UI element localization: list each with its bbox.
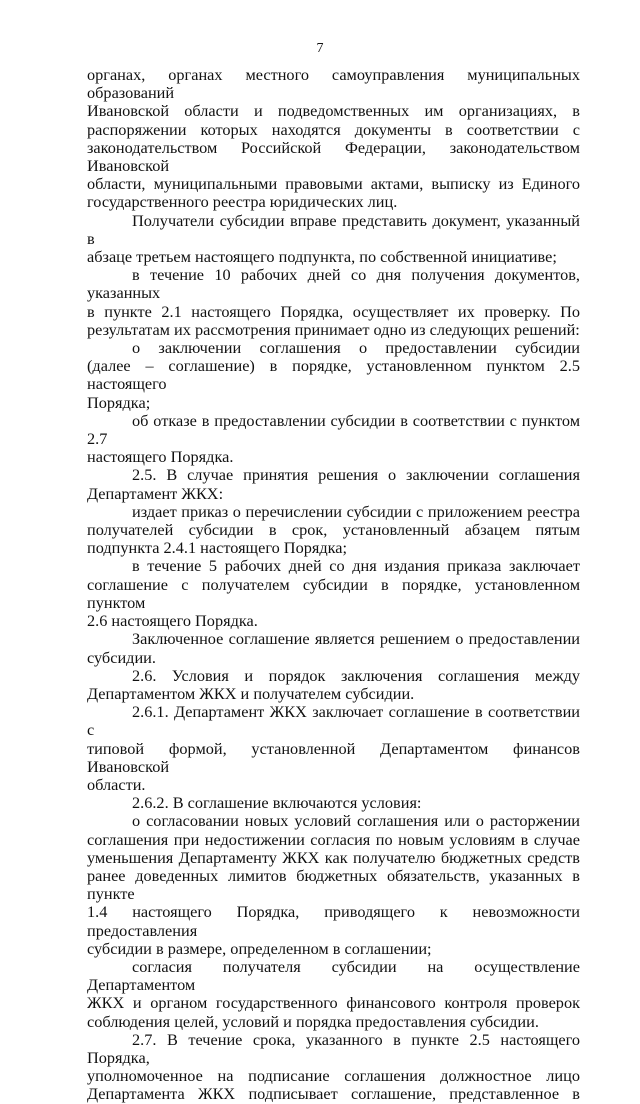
text-line: Департаментом ЖКХ и получателем субсидии. bbox=[87, 683, 415, 703]
text-line: уполномоченное на подписание соглашения должностное лицо bbox=[87, 1066, 580, 1086]
text-line: подпункта 2.4.1 настоящего Порядка; bbox=[87, 538, 348, 558]
paragraph-consent bbox=[87, 958, 580, 1031]
text-line: соблюдения целей, условий и порядка предоставления субсидии. bbox=[87, 1011, 539, 1031]
paragraph-conclusion bbox=[87, 339, 580, 412]
text-line: 2.6.1. Департамент ЖКХ заключает соглашение в соответствии с bbox=[87, 702, 580, 740]
text-line: абзаце третьем настоящего подпункта, по собственной инициативе; bbox=[87, 247, 557, 267]
paragraph-refusal bbox=[87, 412, 580, 467]
paragraph-2-6-2 bbox=[87, 794, 580, 812]
text-line: области. bbox=[87, 774, 146, 794]
paragraph-concluded bbox=[87, 630, 580, 666]
text-line: о заключении соглашения о предоставлении субсидии bbox=[132, 338, 580, 358]
text-line: издает приказ о перечислении субсидии с приложением реестра bbox=[132, 501, 580, 521]
text-line: распоряжении которых находятся документы в соответствии с bbox=[87, 119, 580, 139]
text-line: 2.6. Условия и порядок заключения соглашения между bbox=[132, 665, 580, 685]
text-line: Получатели субсидии вправе представить документ, указанный в bbox=[87, 210, 580, 248]
text-line: государственного реестра юридических лиц. bbox=[87, 192, 398, 212]
text-line: согласия получателя субсидии на осуществление Департаментом bbox=[87, 956, 580, 995]
text-line: об отказе в предоставлении субсидии в соответствии с пунктом 2.7 bbox=[87, 410, 580, 449]
text-line: Ивановской области и подведомственных им организациях, в bbox=[87, 101, 580, 121]
text-line: соглашения при недостижении согласия по новым условиям в случае bbox=[87, 829, 580, 849]
text-line: 1.4 настоящего Порядка, приводящего к невозможности предоставления bbox=[87, 902, 580, 940]
text-line: 2.6.2. В соглашение включаются условия: bbox=[132, 793, 422, 813]
text-line: законодательством Российской Федерации, законодательством Ивановской bbox=[87, 137, 580, 176]
paragraph-recipients-right bbox=[87, 212, 580, 267]
paragraph-order bbox=[87, 503, 580, 558]
text-line: результатам их рассмотрения принимает одно из следующих решений: bbox=[87, 319, 580, 339]
text-line: субсидии. bbox=[87, 647, 156, 667]
text-line: ранее доведенных лимитов бюджетных обязательств, указанных в пункте bbox=[87, 865, 580, 904]
text-line: типовой формой, установленной Департаментом финансов Ивановской bbox=[87, 738, 580, 776]
text-line: Департамента ЖКХ подписывает соглашение, представленное в bbox=[87, 1084, 580, 1104]
paragraph-2-5 bbox=[87, 466, 580, 502]
text-line: в пункте 2.1 настоящего Порядка, осуществляет их проверку. По bbox=[87, 301, 580, 321]
text-line: (далее – соглашение) в порядке, установленном пунктом 2.5 настоящего bbox=[87, 356, 580, 394]
text-line: о согласовании новых условий соглашения или о расторжении bbox=[132, 811, 580, 831]
text-line: настоящего Порядка. bbox=[87, 447, 234, 467]
text-line: получателей субсидии в срок, установленный абзацем пятым bbox=[87, 520, 580, 540]
paragraph-2-7 bbox=[87, 1031, 580, 1104]
paragraph-2-6 bbox=[87, 667, 580, 703]
paragraph-2-6-1 bbox=[87, 703, 580, 794]
text-line: Заключенное соглашение является решением о предоставлении bbox=[132, 629, 580, 649]
paragraph-ten-days bbox=[87, 266, 580, 339]
text-line: органах, органах местного самоуправления муниципальных образований bbox=[87, 65, 580, 103]
text-line: 2.7. В течение срока, указанного в пункте 2.5 настоящего Порядка, bbox=[87, 1029, 580, 1067]
text-line: области, муниципальными правовыми актами, выписку из Единого bbox=[87, 174, 580, 194]
text-line: Порядка; bbox=[87, 392, 151, 412]
page-number: 7 bbox=[316, 41, 324, 56]
text-line: в течение 5 рабочих дней со дня издания приказа заключает bbox=[132, 556, 580, 576]
paragraph-continuation bbox=[87, 66, 580, 212]
paragraph-new-conditions bbox=[87, 812, 580, 958]
text-line: субсидии в размере, определенном в соглашении; bbox=[87, 938, 432, 958]
text-line: 2.5. В случае принятия решения о заключении соглашения bbox=[132, 465, 580, 485]
text-line: ЖКХ и органом государственного финансового контроля проверок bbox=[87, 993, 580, 1013]
text-line: 2.6 настоящего Порядка. bbox=[87, 611, 258, 631]
text-line: соглашение с получателем субсидии в порядке, установленном пунктом bbox=[87, 574, 580, 612]
text-line: уменьшения Департаменту ЖКХ как получателю бюджетных средств bbox=[87, 847, 580, 867]
text-line: в течение 10 рабочих дней со дня получения документов, указанных bbox=[87, 265, 580, 303]
document-body bbox=[87, 66, 580, 1104]
paragraph-five-days bbox=[87, 557, 580, 630]
text-line: Департамент ЖКХ: bbox=[87, 483, 224, 503]
